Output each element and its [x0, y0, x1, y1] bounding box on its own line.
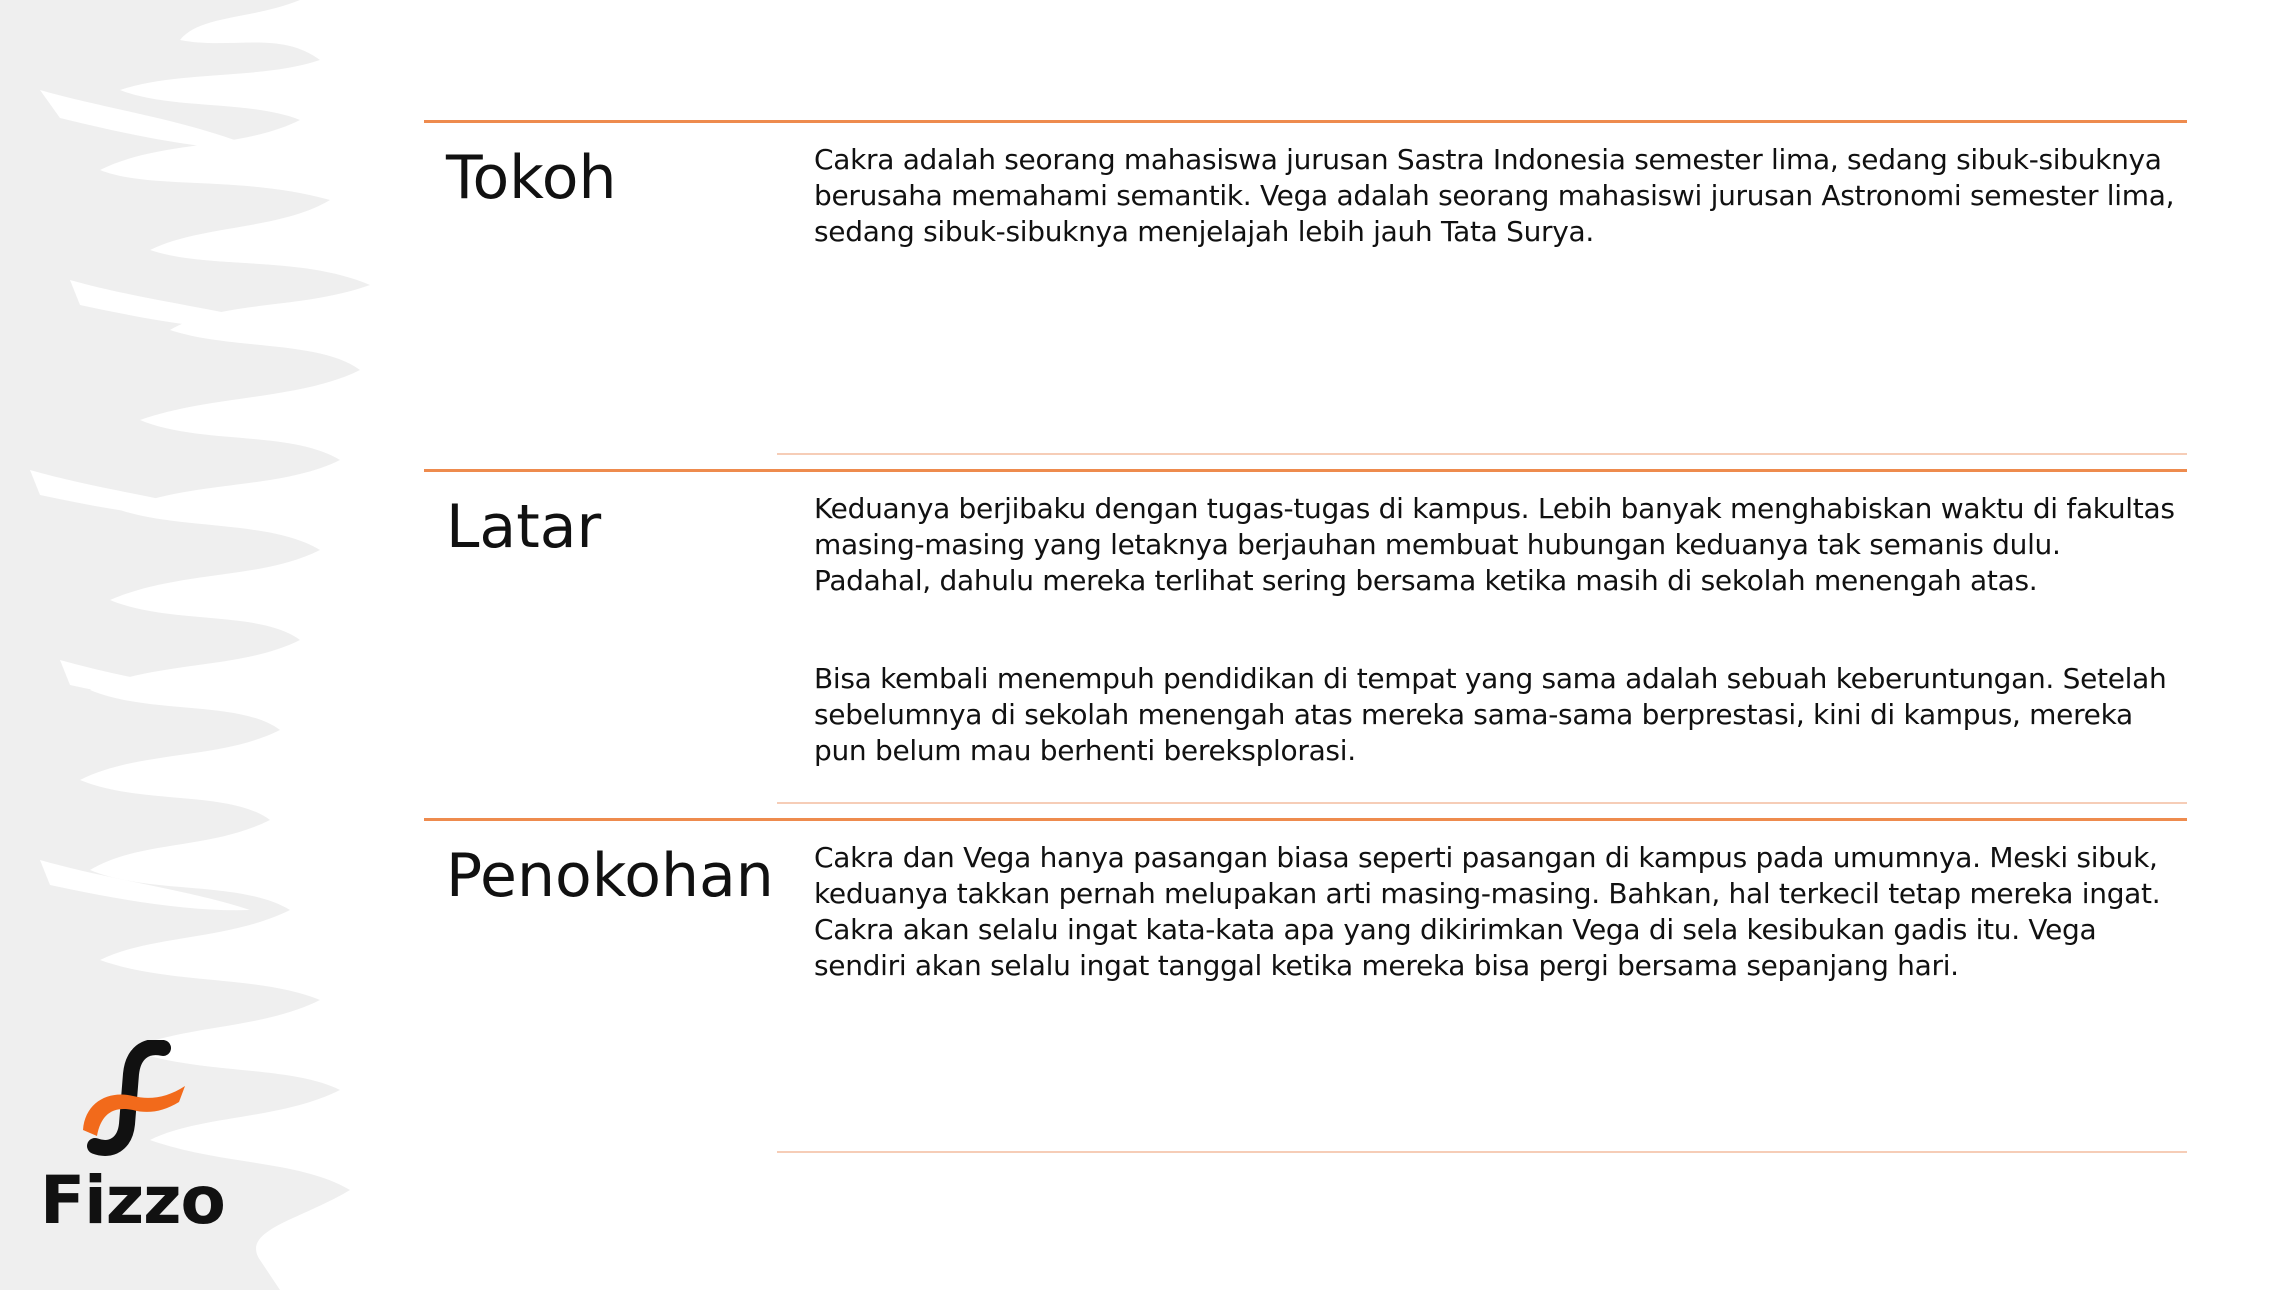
- fizzo-logo: [40, 1040, 230, 1250]
- logo-wordmark: Fizzo: [40, 1162, 225, 1239]
- fizzo-f-icon: [75, 1040, 195, 1160]
- section-bottom-divider: [777, 453, 2187, 455]
- section-top-divider: [424, 818, 2187, 821]
- section-top-divider: [424, 120, 2187, 123]
- section-heading: Latar: [446, 492, 602, 562]
- section-paragraph: Cakra adalah seorang mahasiswa jurusan Sastra Indonesia semester lima, sedang sibuk-sibuknya berusaha memahami semantik. Vega adalah seorang mahasiswi jurusan Astronomi semester lima, sedang sibuk-sibuknya menjelajah lebih jauh Tata Surya.: [814, 143, 2175, 248]
- section-heading: Penokohan: [446, 841, 774, 911]
- section-body: [814, 840, 2184, 984]
- section-heading: Tokoh: [446, 143, 617, 213]
- section-body: [814, 491, 2184, 769]
- section-paragraph: Bisa kembali menempuh pendidikan di tempat yang sama adalah sebuah keberuntungan. Setelah sebelumnya di sekolah menengah atas mereka sama-sama berprestasi, kini di kampus, mereka pun belum mau berhenti bereksplorasi.: [814, 662, 2167, 767]
- section-bottom-divider: [777, 1151, 2187, 1153]
- section-bottom-divider: [777, 802, 2187, 804]
- section-body: [814, 142, 2184, 250]
- section-top-divider: [424, 469, 2187, 472]
- section-paragraph: Keduanya berjibaku dengan tugas-tugas di kampus. Lebih banyak menghabiskan waktu di fakultas masing-masing yang letaknya berjauhan membuat hubungan keduanya tak semanis dulu. Padahal, dahulu mereka terlihat sering bersama ketika masih di sekolah menengah atas.: [814, 492, 2175, 597]
- section-paragraph: Cakra dan Vega hanya pasangan biasa seperti pasangan di kampus pada umumnya. Meski sibuk, keduanya takkan pernah melupakan arti masing-masing. Bahkan, hal terkecil tetap mereka ingat. Cakra akan selalu ingat kata-kata apa yang dikirimkan Vega di sela kesibukan gadis itu. Vega sendiri akan selalu ingat tanggal ketika mereka bisa pergi bersama sepanjang hari.: [814, 841, 2161, 982]
